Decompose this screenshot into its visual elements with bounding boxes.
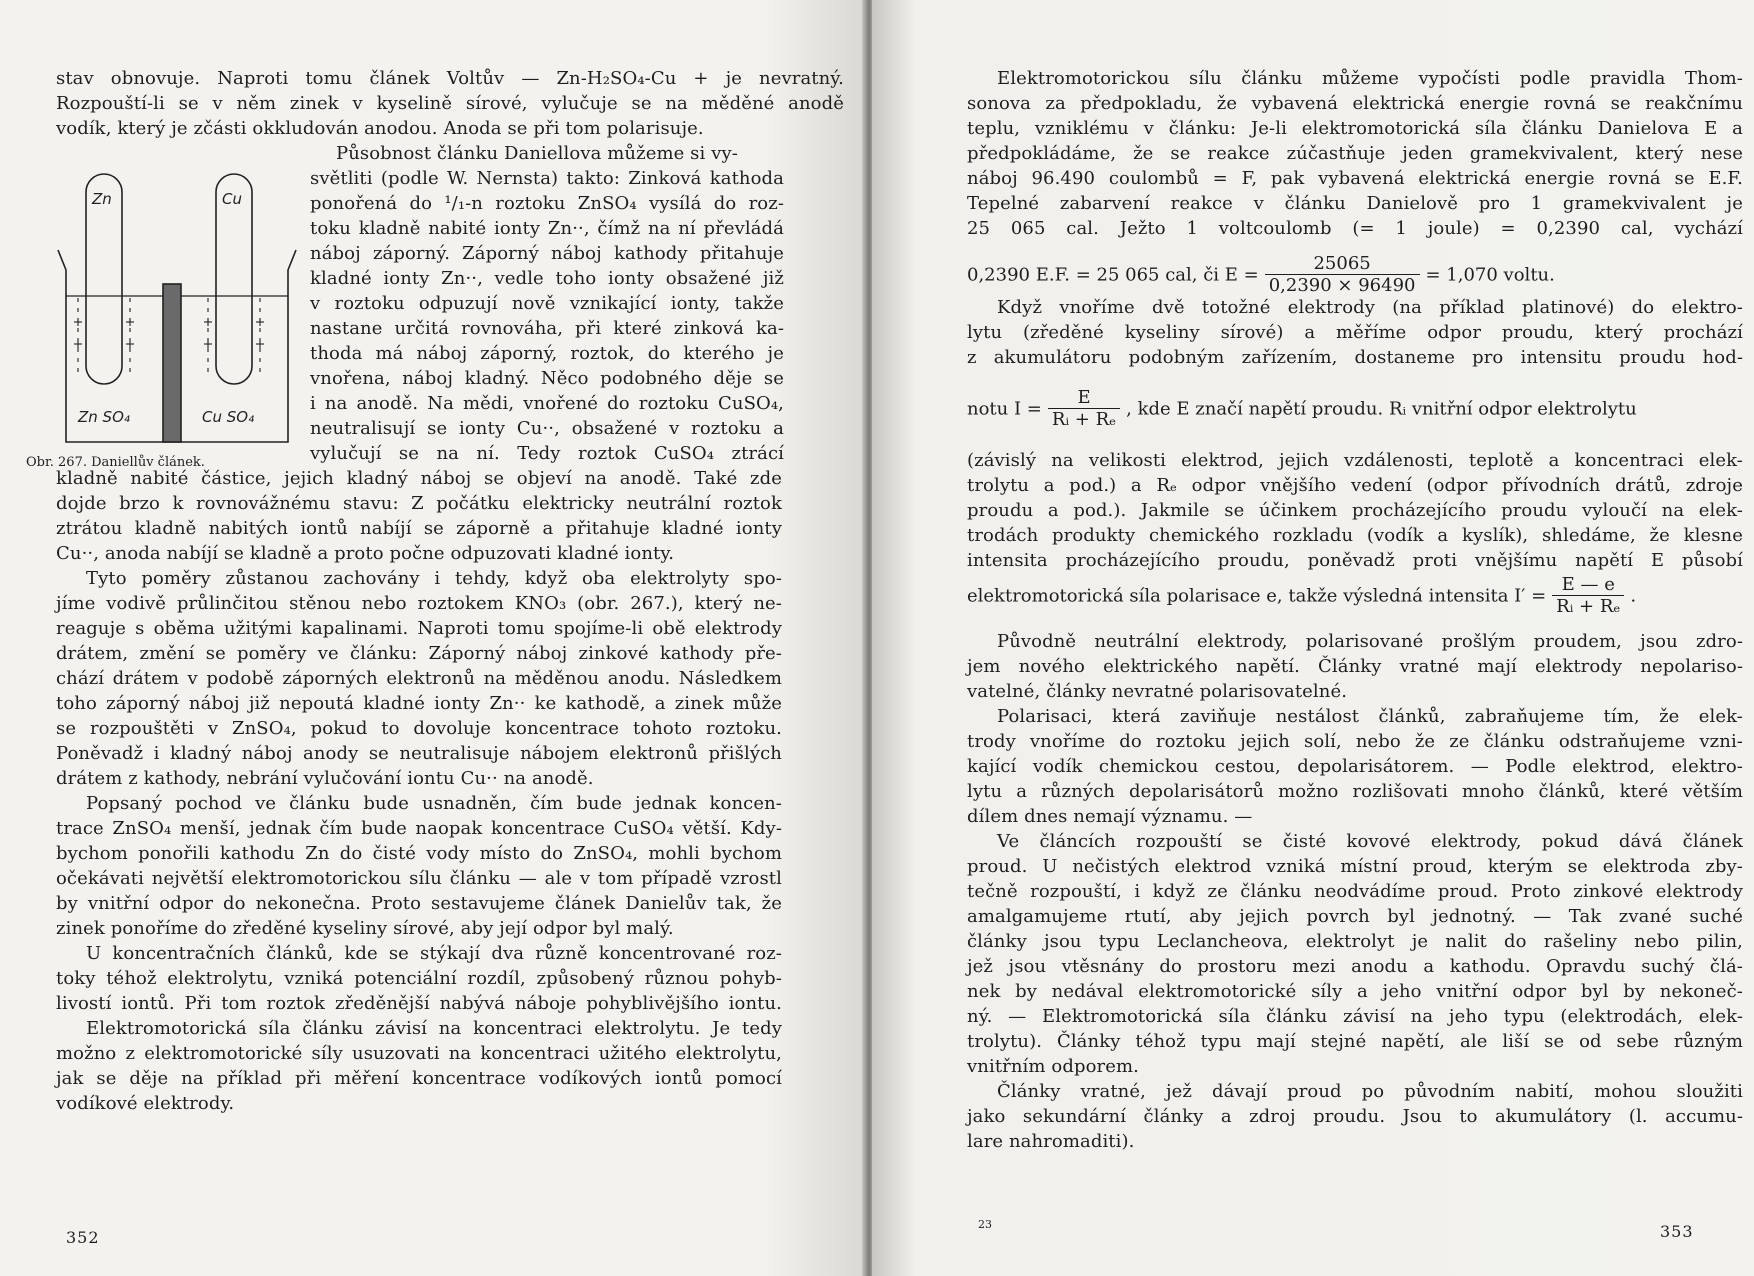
text-line: náboj záporný. Záporný náboj kathody přitahuje [310,243,784,264]
text-line: náboj 96.490 coulombů = F, pak vybavená elektrická energie rovná se E.F. [967,168,1743,189]
equation-lhs: elektromotorická síla polarisace e, takže výsledná intensita I′ = [967,585,1547,607]
text-line: teplu, vzniklému v článku: Je-li elektromotorická síla článku Danielova E a [967,118,1743,139]
text-line: trace ZnSO₄ menší, jednak čím bude naopak koncentrace CuSO₄ větší. Kdy- [56,818,782,839]
equation-lhs: notu I = [967,398,1042,420]
text-line: Tepelné zabarvení reakce v článku Danielově pro 1 gramekvivalent je [967,193,1743,214]
text-line: jako sekundární články a zdroj proudu. Jsou to akumulátory (l. accumu- [967,1106,1743,1127]
text-line: články jsou typu Leclancheova, elektrolyt je nalit do rašeliny nebo pilin, [967,931,1743,952]
fraction-numerator: E — e [1561,574,1615,595]
text-line: ný. — Elektromotorická síla článku závisí na jeho typu (elektrodách, elek- [967,1006,1743,1027]
text-line: stav obnovuje. Naproti tomu článek Voltův — Zn-H₂SO₄-Cu + je nevratný. [56,68,844,89]
text-line: trody vnoříme do roztoku jejich solí, nebo že ze článku odstraňujeme vzni- [967,731,1743,752]
text-line: Články vratné, jež dávají proud po původním nabití, mohou sloužiti [997,1081,1743,1102]
left-page [0,0,868,1276]
text-line: proud. U nečistých elektrod vzniká místní proud, kterým se elektroda zby- [967,856,1743,877]
fraction-denominator: Rᵢ + Rₑ [1048,408,1120,431]
text-line: Působnost článku Daniellova můžeme si vy- [336,143,738,164]
text-line: drátem, změní se poměry ve článku: Záporný náboj zinkové kathody pře- [56,643,782,664]
text-line: chází drátem v podobě záporných elektronů na měděnou anodu. Následkem [56,668,782,689]
text-line: trodách produkty chemického rozkladu (vodík a kyslík), shledáme, že klesne [967,525,1743,546]
label-zn: Zn [92,190,112,208]
figure-caption: Obr. 267. Daniellův článek. [26,455,205,470]
text-line: 25 065 cal. Ježto 1 voltcoulomb (= 1 joule) = 0,2390 cal, vychází [967,218,1743,239]
porous-wall [163,284,181,442]
text-line: vatelné, články nevratné polarisovatelné. [967,681,1348,702]
text-line: U koncentračních článků, kde se stýkají dva různě koncentrované roz- [86,943,782,964]
text-line: nek by nedával elektromotorické síly a jeho vnitřní odpor byl by nekoneč- [967,981,1743,1002]
text-line: thoda má náboj záporný, roztok, do kterého je [310,343,784,364]
text-line: lytu (zředěné kyseliny sírové) a měříme odpor proudu, který prochází [967,322,1743,343]
text-line: dílem dnes nemají významu. — [967,806,1253,827]
text-line: toku kladně nabité ionty Zn··, čímž na ní převládá [310,218,784,239]
text-line: sonova za předpokladu, že vybavená elektrická energie rovná se reakčnímu [967,93,1743,114]
text-line: v roztoku odpuzují nově vznikající ionty, takže [310,293,784,314]
text-line: Popsaný pochod ve článku bude usnadněn, čím bude jednak koncen- [86,793,782,814]
text-line: jak se děje na příklad při měření koncentrace vodíkových iontů pomocí [56,1068,782,1089]
text-line: Elektromotorickou sílu článku můžeme vypočísti podle pravidla Thom- [997,68,1743,89]
equation-fraction [1552,575,1624,618]
text-line: vnitřním odporem. [967,1056,1139,1077]
text-line: jem nového elektrického napětí. Články vratné mají elektrody nepolariso- [967,656,1743,677]
label-znso4: Zn SO₄ [78,408,130,426]
text-line: proudu a pod.). Jakmile se účinkem procházejícího proudu vyloučí na elek- [967,500,1743,521]
text-line: z akumulátoru podobným zařízením, dostaneme pro intensitu proudu hod- [967,347,1743,368]
label-cu: Cu [222,190,242,208]
text-line: Když vnoříme dvě totožné elektrody (na příklad platinové) do elektro- [997,297,1743,318]
equation-lhs: 0,2390 E.F. = 25 065 cal, či E = [967,264,1259,286]
text-line: vodíkové elektrody. [56,1093,235,1114]
text-line: Elektromotorická síla článku závisí na koncentraci elektrolytu. Je tedy [86,1018,782,1039]
text-line: nastane určitá rovnováha, při které zinková ka- [310,318,784,339]
text-line: kladné ionty Zn··, vedle toho ionty obsažené již [310,268,784,289]
text-line: tečně rozpouští, i když ze článku neodvádíme proud. Proto zinkové elektrody [967,881,1743,902]
text-line: reaguje s oběma užitými kapalinami. Naproti tomu spojíme-li obě elektrody [56,618,782,639]
page-number: 353 [1660,1222,1694,1241]
text-line: (závislý na velikosti elektrod, jejich vzdálenosti, teplotě a koncentraci elek- [967,450,1743,471]
text-line: vodík, který je zčásti okkludován anodou. Anoda se při tom polarisuje. [56,118,704,139]
text-line: vylučují se na ní. Tedy roztok CuSO₄ ztrácí [310,443,784,464]
signature-mark: 23 [978,1218,992,1231]
text-line: livostí iontů. Při tom roztok zředěnější nabývá náboje pohyblivějšího iontu. [56,993,782,1014]
page-number: 352 [66,1228,100,1247]
text-line: Původně neutrální elektrody, polarisované prošlým proudem, jsou zdro- [997,631,1743,652]
label-cuso4: Cu SO₄ [202,408,255,426]
text-line: lare nahromaditi). [967,1131,1135,1152]
text-line: jež jsou vtěsnány do prostoru mezi anodu a kathodu. Opravdu suchý člá- [967,956,1743,977]
text-line: jíme vodivě průlinčitou stěnou nebo roztokem KNO₃ (obr. 267.), který ne- [56,593,782,614]
text-line: intensita procházejícího proudu, poněvadž proti vnějšímu napětí E působí [967,550,1743,571]
text-line: Ve článcích rozpouští se čisté kovové elektrody, pokud dává článek [997,831,1743,852]
equation-fraction [1048,388,1120,431]
fraction-numerator: E [1077,387,1091,408]
equation-emf [967,254,1555,297]
fraction-numerator: 25065 [1313,253,1371,274]
text-line: ztrátou kladně nabitých iontů nabíjí se záporně a přitahuje kladné ionty [56,518,782,539]
equation-fraction [1265,254,1420,297]
text-line: očekávati největší elektromotorickou sílu článku — ale v tom případě vzrostl [56,868,782,889]
text-line: předpokládáme, že se reakce zúčastňuje jeden gramekvivalent, který nese [967,143,1743,164]
text-line: Rozpouští-li se v něm zinek v kyselině sírové, vylučuje se na měděné anodě [56,93,844,114]
text-line: drátem z kathody, nebrání vylučování iontu Cu·· na anodě. [56,768,594,789]
text-line: toky téhož elektrolytu, vzniká potenciální rozdíl, způsobený různou pohyb- [56,968,782,989]
text-line: by vnitřní odpor do nekonečna. Proto sestavujeme článek Danielův tak, že [56,893,782,914]
fraction-denominator: Rᵢ + Rₑ [1552,595,1624,618]
text-line: světliti (podle W. Nernsta) takto: Zinková kathoda [310,168,784,189]
text-line: Cu··, anoda nabíjí se kladně a proto počne odpuzovati kladné ionty. [56,543,675,564]
text-line: Tyto poměry zůstanou zachovány i tehdy, když oba elektrolyty spo- [86,568,782,589]
text-line: dojde brzo k rovnovážnému stavu: Z počátku elektricky neutrální roztok [56,493,782,514]
text-line: i na anodě. Na mědi, vnořené do roztoku CuSO₄, [310,393,784,414]
text-line: amalgamujeme rtutí, aby jejich povrch byl jednotný. — Tak zvané suché [967,906,1743,927]
daniell-cell-figure [52,172,298,448]
text-line: Polarisaci, která zaviňuje nestálost článků, zabraňujeme tím, že elek- [997,706,1743,727]
equation-polarisation [967,575,1636,618]
text-line: trolytu a pod.) a Rₑ odpor vnějšího vedení (odpor přívodních drátů, zdroje [967,475,1743,496]
text-line: zinek ponoříme do zředěné kyseliny sírové, aby její odpor byl malý. [56,918,674,939]
text-line: kladně nabité částice, jejich kladný náboj se objeví na anodě. Také zde [56,468,782,489]
fraction-denominator: 0,2390 × 96490 [1265,274,1420,297]
text-line: se rozpouštěti v ZnSO₄, pokud to dovoluje koncentrace tohoto roztoku. [56,718,782,739]
right-page [872,0,1754,1276]
text-line: kající vodík chemickou cestou, depolarisátorem. — Podle elektrod, elektro- [967,756,1743,777]
text-line: Poněvadž i kladný náboj anody se neutralisuje nábojem elektronů přišlých [56,743,782,764]
equation-rhs: = 1,070 voltu. [1425,264,1555,286]
text-line: bychom ponořili kathodu Zn do čisté vody místo do ZnSO₄, mohli bychom [56,843,782,864]
equation-rhs: . [1630,585,1637,607]
text-line: neutralisují se ionty Cu··, obsažené v roztoku a [310,418,784,439]
text-line: trolytu). Články téhož typu mají stejné napětí, ale liší se od sebe různým [967,1031,1743,1052]
text-line: lytu a různých depolarisátorů možno rozlišovati mnoho článků, které větším [967,781,1743,802]
text-line: možno z elektromotorické síly usuzovati na koncentraci užitého elektrolytu, [56,1043,782,1064]
equation-current [967,388,1637,431]
equation-rhs: , kde E značí napětí proudu. Rᵢ vnitřní odpor elektrolytu [1126,398,1637,420]
text-line: vnořena, náboj kladný. Něco podobného děje se [310,368,784,389]
text-line: ponořená do ¹/₁-n roztoku ZnSO₄ vysílá do roz- [310,193,784,214]
text-line: toho záporný náboj již nepoutá kladné ionty Zn·· ke kathodě, a zinek může [56,693,782,714]
